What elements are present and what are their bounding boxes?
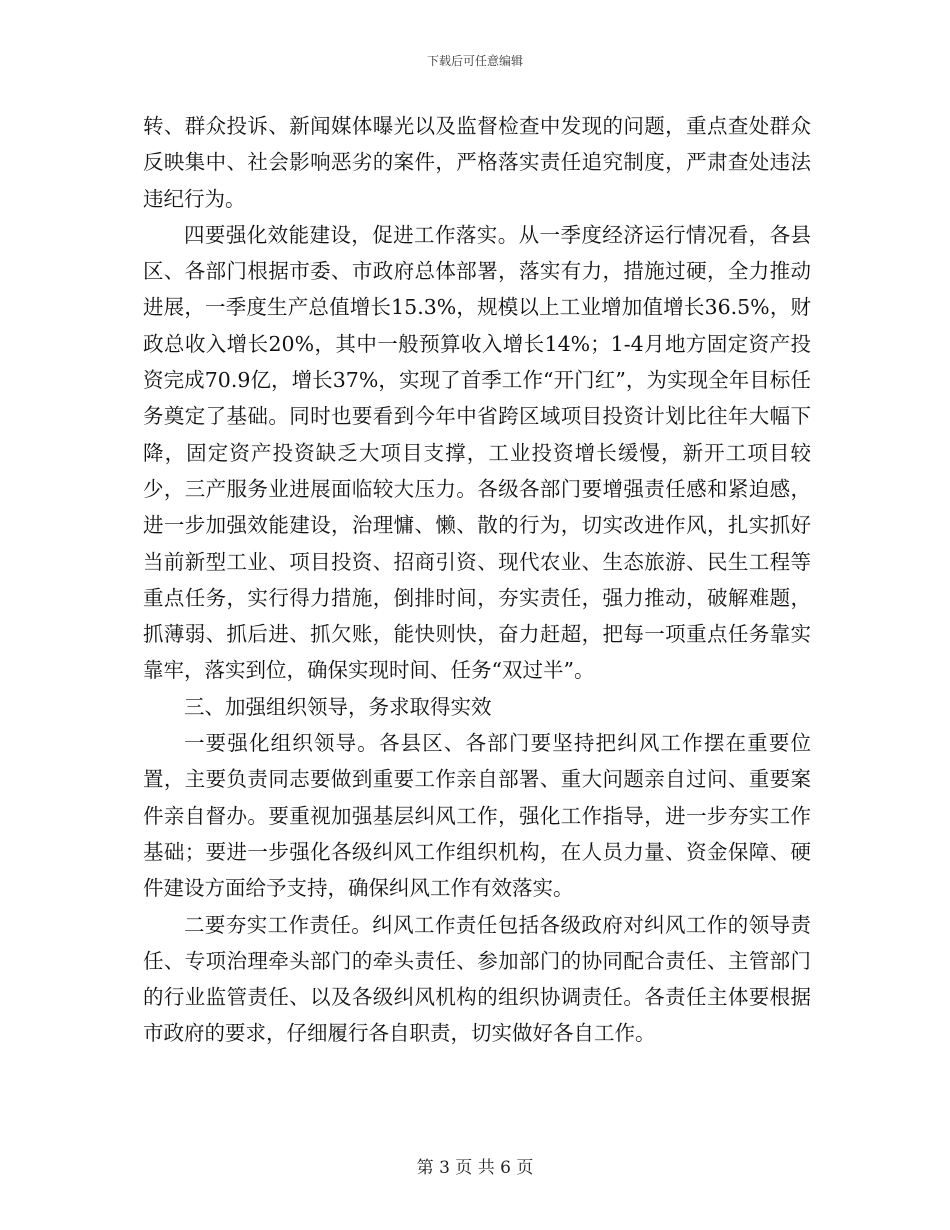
paragraph-3: 一要强化组织领导。各县区、各部门要坚持把纠风工作摆在重要位置，主要负责同志要做到重要工作亲自部署、重大问题亲自过问、重要案件亲自督办。要重视加强基层纠风工作，强化工作指导，进一步夯实工作基础；要进一步强化各级纠风工作组织机构，在人员力量、资金保障、硬件建设方面给予支持，确保纠风工作有效落实。 [143,731,811,901]
paragraph-2: 四要强化效能建设，促进工作落实。从一季度经济运行情况看，各县区、各部门根据市委、市政府总体部署，落实有力，措施过硬，全力推动进展，一季度生产总值增长15.3%，规模以上工业增加值增长36.5%，财政总收入增长20%，其中一般预算收入增长14%；1-4月地方固定资产投资完成70.9亿，增长37%，实现了首季工作“开门红”，为实现全年目标任务奠定了基础。同时也要看到今年中省跨区域项目投资计划比往年大幅下降，固定资产投资缺乏大项目支撑，工业投资增长缓慢，新开工项目较少，三产服务业进展面临较大压力。各级各部门要增强责任感和紧迫感，进一步加强效能建设，治理慵、懒、散的行为，切实改进作风，扎实抓好当前新型工业、项目投资、招商引资、现代农业、生态旅游、民生工程等重点任务，实行得力措施，倒排时间，夯实责任，强力推动，破解难题，抓薄弱、抓后进、抓欠账，能快则快，奋力赶超，把每一项重点任务靠实靠牢，落实到位，确保实现时间、任务“双过半”。 [143,222,811,683]
page-number: 第 3 页 共 6 页 [416,1158,534,1178]
page-header: 下载后可任意编辑 [426,54,523,68]
paragraph-1: 转、群众投诉、新闻媒体曝光以及监督检查中发现的问题，重点查处群众反映集中、社会影响恶劣的案件，严格落实责任追究制度，严肃查处违法违纪行为。 [143,114,811,211]
paragraph-4: 二要夯实工作责任。纠风工作责任包括各级政府对纠风工作的领导责任、专项治理牵头部门的牵头责任、参加部门的协同配合责任、主管部门的行业监管责任、以及各级纠风机构的组织协调责任。各责任主体要根据市政府的要求，仔细履行各自职责，切实做好各自工作。 [143,912,811,1046]
document-body [143,108,811,1052]
section-heading: 三、加强组织领导，务求取得实效 [184,694,492,719]
